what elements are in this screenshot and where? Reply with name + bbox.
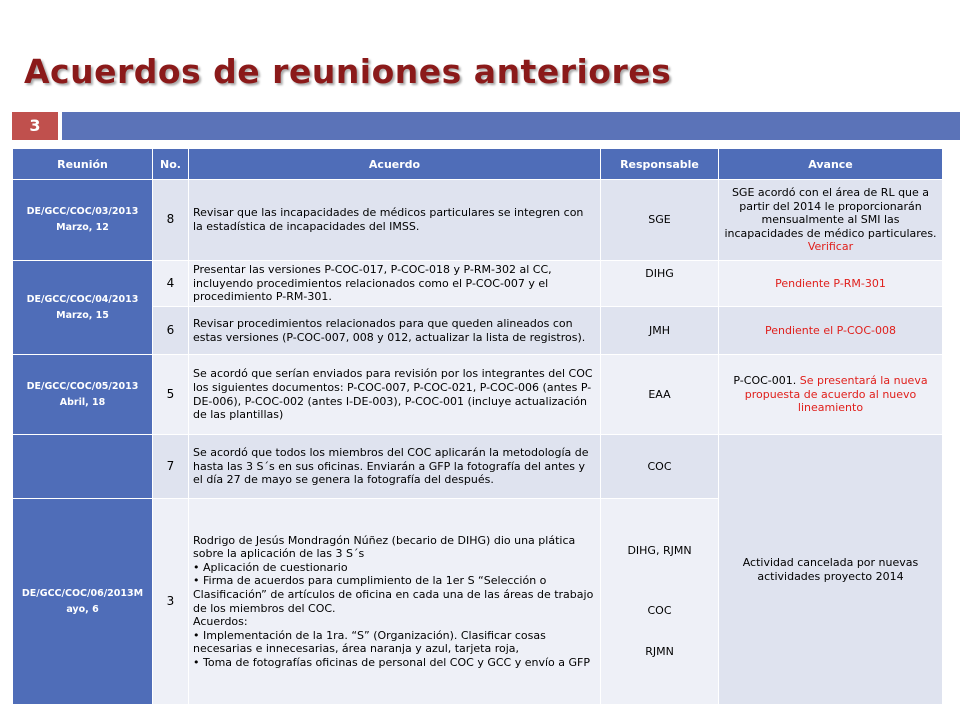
table-header-row bbox=[13, 149, 943, 180]
agreement-text: Presentar las versiones P-COC-017, P-COC-018 y P-RM-302 al CC, incluyendo procedimientos relacionados como el P-COC-007 y el procedimiento P-RM-301. bbox=[189, 261, 601, 307]
reunion-code: DE/GCC/COC/03/2013 bbox=[26, 206, 139, 217]
progress-cell bbox=[719, 307, 943, 355]
agreement-text: Se acordó que serían enviados para revisión por los integrantes del COC los siguientes documentos: P-COC-007, P-COC-021, P-COC-006 (antes P-DE-006), P-COC-002 (antes I-DE-003), P-COC-001 (incluye actualización de las plantillas) bbox=[189, 355, 601, 435]
agreement-number: 4 bbox=[153, 261, 189, 307]
responsible-name: DIHG, RJMN bbox=[627, 544, 692, 558]
responsible-cell: JMH bbox=[601, 307, 719, 355]
table-row bbox=[13, 261, 943, 307]
responsible-name: COC bbox=[647, 603, 672, 617]
progress-highlight: Pendiente P-RM-301 bbox=[775, 276, 886, 290]
reunion-date: ayo, 6 bbox=[66, 603, 99, 615]
reunion-cell-empty bbox=[13, 435, 153, 499]
responsible-cell: COC bbox=[601, 435, 719, 499]
agreement-number: 5 bbox=[153, 355, 189, 435]
agreement-number: 8 bbox=[153, 180, 189, 261]
header-bar bbox=[62, 112, 960, 140]
agreement-line: Acuerdos: bbox=[193, 615, 248, 629]
reunion-code: DE/GCC/COC/04/2013 bbox=[26, 293, 139, 305]
table-row bbox=[13, 435, 943, 499]
agreement-bullet: • Toma de fotografías oficinas de personal del COC y GCC y envío a GFP bbox=[193, 655, 590, 669]
reunion-cell bbox=[13, 261, 153, 355]
agreement-line: Rodrigo de Jesús Mondragón Núñez (becario de DIHG) dio una plática sobre la aplicación de las 3 S´s bbox=[193, 533, 576, 561]
agreement-text: Se acordó que todos los miembros del COC aplicarán la metodología de hasta las 3 S´s en sus oficinas. Enviarán a GFP la fotografía del antes y el día 27 de mayo se genera la fotografía del después. bbox=[189, 435, 601, 499]
reunion-cell bbox=[13, 355, 153, 435]
reunion-cell bbox=[13, 180, 153, 261]
header-no: No. bbox=[153, 149, 189, 180]
table-row bbox=[13, 355, 943, 435]
responsible-cell: DIHG bbox=[601, 261, 719, 307]
agreement-bullet: • Implementación de la 1ra. “S” (Organización). Clasificar cosas necesarias e innecesarias, área naranja y azul, tarjeta roja, bbox=[193, 628, 546, 656]
reunion-date: Marzo, 12 bbox=[56, 222, 109, 233]
progress-cell bbox=[719, 261, 943, 307]
slide-number: 3 bbox=[12, 112, 58, 140]
header-reunion: Reunión bbox=[13, 149, 153, 180]
agreement-number: 6 bbox=[153, 307, 189, 355]
agreement-bullet: • Aplicación de cuestionario bbox=[193, 560, 348, 574]
agreement-number: 3 bbox=[153, 499, 189, 705]
agreement-text: Revisar que las incapacidades de médicos particulares se integren con la estadística de incapacidades del IMSS. bbox=[189, 180, 601, 261]
table-row bbox=[13, 180, 943, 261]
header-responsable: Responsable bbox=[601, 149, 719, 180]
table-row bbox=[13, 307, 943, 355]
reunion-code: DE/GCC/COC/06/2013M bbox=[21, 587, 144, 599]
reunion-code: DE/GCC/COC/05/2013 bbox=[26, 380, 139, 392]
reunion-cell bbox=[13, 499, 153, 705]
progress-text: P-COC-001. bbox=[733, 374, 797, 388]
agreement-number: 7 bbox=[153, 435, 189, 499]
responsible-cell bbox=[601, 499, 719, 705]
progress-cell bbox=[719, 180, 943, 261]
reunion-date: Abril, 18 bbox=[59, 396, 106, 408]
reunion-date: Marzo, 15 bbox=[56, 309, 109, 321]
progress-highlight: Verificar bbox=[807, 240, 854, 254]
progress-highlight: Se presentará la nueva propuesta de acuerdo al nuevo lineamiento bbox=[744, 374, 928, 415]
agreement-text: Revisar procedimientos relacionados para que queden alineados con estas versiones (P-COC-007, 008 y 012, actualizar la lista de registros). bbox=[189, 307, 601, 355]
agreements-table bbox=[12, 148, 943, 705]
progress-cell: Actividad cancelada por nuevas actividades proyecto 2014 bbox=[719, 435, 943, 705]
header-acuerdo: Acuerdo bbox=[189, 149, 601, 180]
responsible-cell: EAA bbox=[601, 355, 719, 435]
responsible-cell: SGE bbox=[601, 180, 719, 261]
agreement-bullet: • Firma de acuerdos para cumplimiento de la 1er S “Selección o Clasificación” de artículos de oficina en cada una de las áreas de trabajo de los miembros del COC. bbox=[193, 574, 594, 615]
progress-cell bbox=[719, 355, 943, 435]
slide-title: Acuerdos de reuniones anteriores bbox=[24, 52, 672, 91]
progress-highlight: Pendiente el P-COC-008 bbox=[764, 323, 896, 337]
progress-text: SGE acordó con el área de RL que a partir del 2014 le proporcionarán mensualmente al SMI las incapacidades de médico particulares. bbox=[724, 186, 937, 240]
header-avance: Avance bbox=[719, 149, 943, 180]
responsible-name: RJMN bbox=[645, 645, 674, 659]
agreement-text bbox=[189, 499, 601, 705]
